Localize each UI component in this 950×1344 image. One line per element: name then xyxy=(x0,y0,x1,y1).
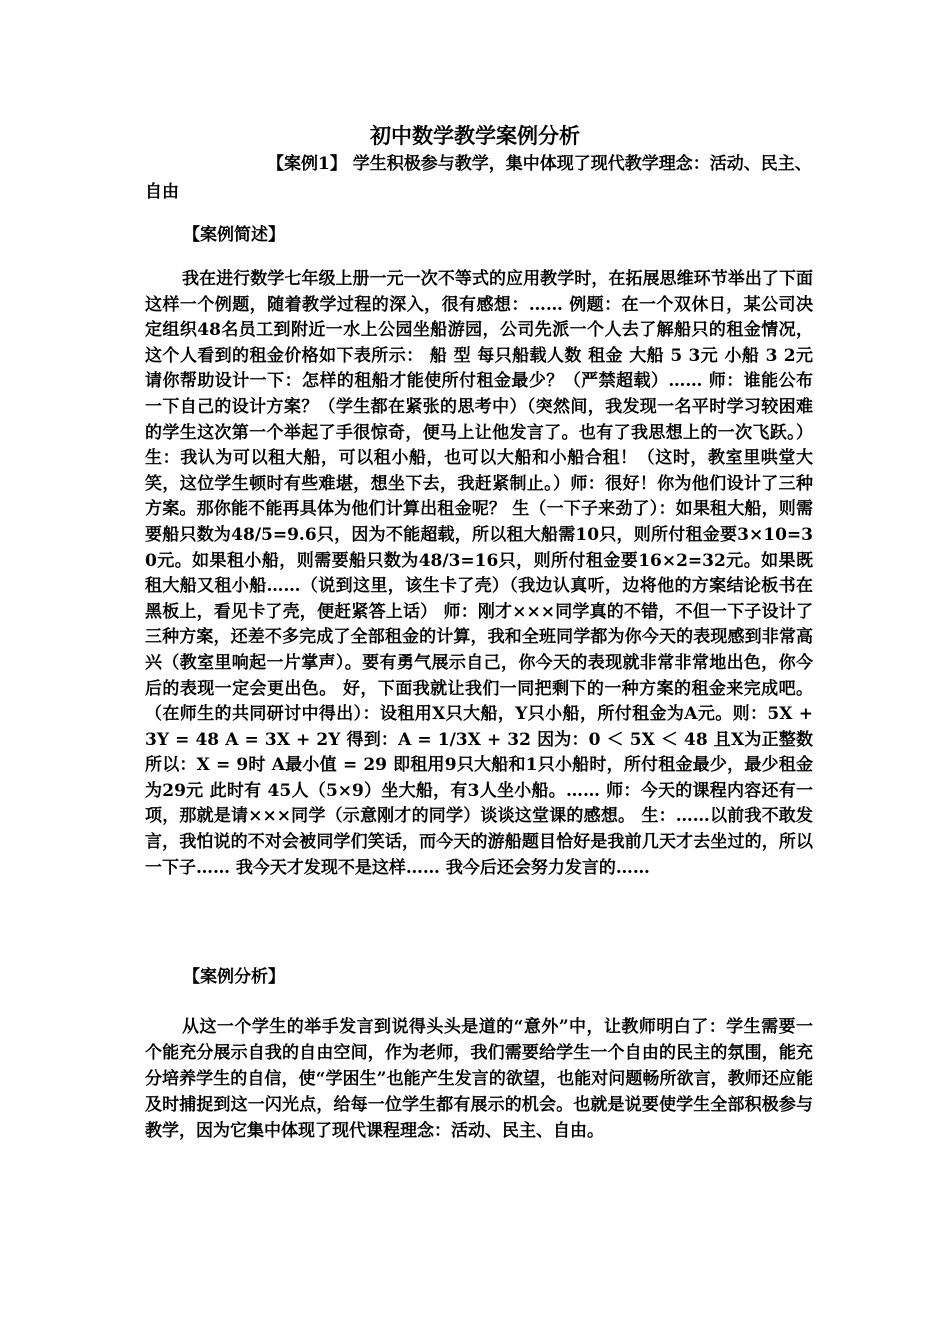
case-intro: 【案例1】 学生积极参与教学，集中体现了现代教学理念：活动、民主、自由 xyxy=(145,154,812,202)
summary-paragraph: 我在进行数学七年级上册一元一次不等式的应用教学时，在拓展思维环节举出了下面这样一个例题，随着教学过程的深入，很有感想：…… 例题：在一个双休日，某公司决定组织48名员工到附近一水上公园坐船游园，公司先派一个人去了解船只的租金情况，这个人看到的租金价格如下表所示： 船 型 每只船载人数 租金 大船 5 3元 小船 3 2元 请你帮助设计一下：怎样的租船才能使所付租金最少？（严禁超载）…… 师：谁能公布一下自己的设计方案？（学生都在紧张的思考中）（突然间，我发现一名平时学习较困难的学生这次第一个举起了手很惊奇，便马上让他发言了。也有了我思想上的一次飞跃。）生：我认为可以租大船，可以租小船，也可以大船和小船合租！（这时，教室里哄堂大笑，这位学生顿时有些难堪，想坐下去，我赶紧制止。）师：很好！你为他们设计了三种方案。那你能不能再具体为他们计算出租金呢？ 生（一下子来劲了）：如果租大船，则需要船只数为48/5=9.6只，因为不能超载，所以租大船需10只，则所付租金要3×10=30元。如果租小船，则需要船只数为48/3=16只，则所付租金要16×2=32元。如果既租大船又租小船……（说到这里，该生卡了壳）（我边认真听，边将他的方案结论板书在黑板上，看见卡了壳，便赶紧答上话） 师：刚才×××同学真的不错，不但一下子设计了三种方案，还差不多完成了全部租金的计算，我和全班同学都为你今天的表现感到非常高兴（教室里响起一片掌声）。要有勇气展示自己，你今天的表现就非常非常地出色，你今后的表现一定会更出色。 好，下面我就让我们一同把剩下的一种方案的租金来完成吧。 （在师生的共同研讨中得出）：设租用X只大船，Y只小船，所付租金为A元。则：5X + 3Y = 48 A = 3X + 2Y 得到：A = 1/3X + 32 因为：0 ＜ 5X ＜ 48 且X为正整数 所以：X = 9时 A最小值 = 29 即租用9只大船和1只小船时，所付租金最少，最少租金为29元 此时有 45人（5×9）坐大船，有3人坐小船。…… 师：今天的课程内容还有一项，那就是请×××同学（示意刚才的同学）谈谈这堂课的感想。 生：……以前我不敢发言，我怕说的不对会被同学们笑话，而今天的游船题目恰好是我前几天才去坐过的，所以一下子…… 我今天才发现不是这样…… 我今后还会努力发言的…… xyxy=(145,269,813,878)
document-title: 初中数学教学案例分析 xyxy=(370,123,580,148)
section-heading-analysis: 【案例分析】 xyxy=(183,967,285,987)
analysis-paragraph: 从这一个学生的举手发言到说得头头是道的“意外”中，让教师明白了：学生需要一个能充分展示自我的自由空间，作为老师，我们需要给学生一个自由的民主的氛围，能充分培养学生的自信，使“学困生”也能产生发言的欲望，也能对问题畅所欲言，教师还应能及时捕捉到这一闪光点，给每一位学生都有展示的机会。也就是说要使学生全部积极参与教学，因为它集中体现了现代课程理念：活动、民主、自由。 xyxy=(145,1017,813,1141)
section-heading-summary: 【案例简述】 xyxy=(183,225,285,245)
